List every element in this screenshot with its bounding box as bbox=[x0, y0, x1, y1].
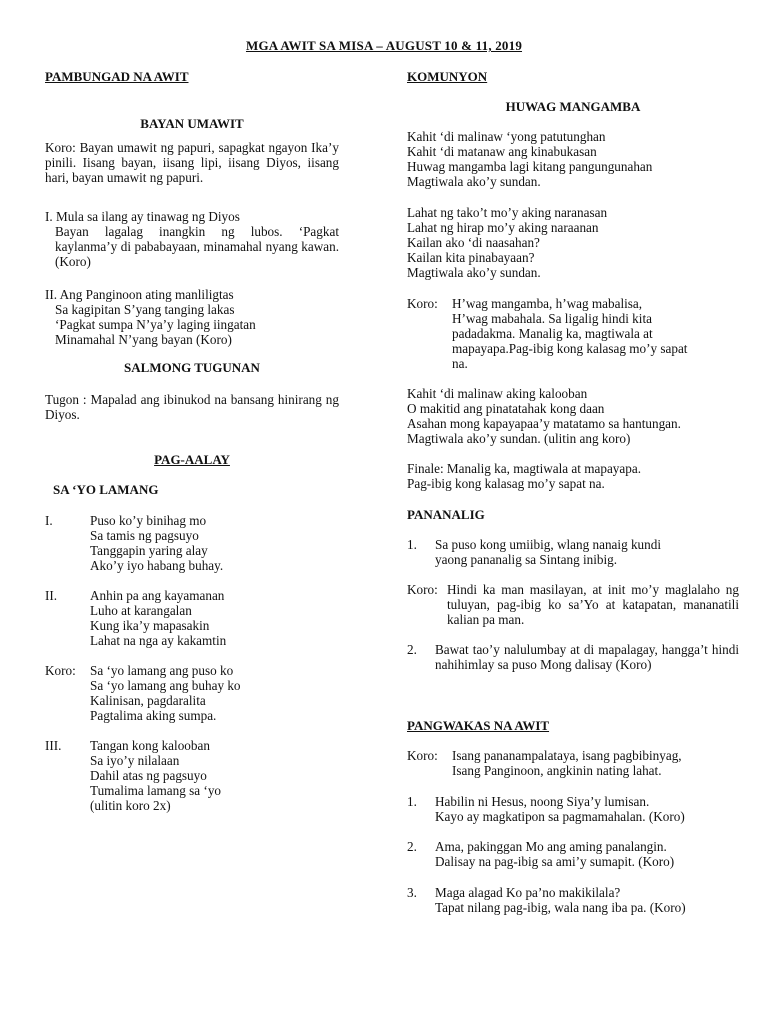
bayan-umawit-verse-2-line-1: II. Ang Panginoon ating manliligtas bbox=[45, 287, 234, 302]
lyric-line: H’wag mangamba, h’wag mabalisa, bbox=[452, 296, 643, 311]
lyric-line: Maga alagad Ko pa’no makikilala? bbox=[435, 885, 621, 900]
verse-ii bbox=[45, 588, 339, 648]
verse-label: II. bbox=[45, 588, 58, 603]
lyric-line: Kailan ako ‘di naasahan? bbox=[407, 235, 540, 250]
lyric-line: Sa puso kong umiibig, wlang nanaig kundi bbox=[435, 537, 662, 552]
pananalig-item-1 bbox=[407, 537, 739, 567]
lyric-line: na. bbox=[452, 356, 468, 371]
lyric-line: Ako’y iyo habang buhay. bbox=[90, 558, 224, 573]
lyric-line: Kung ika’y mapasakin bbox=[90, 618, 210, 633]
lyric-line: Pagtalima aking sumpa. bbox=[90, 708, 217, 723]
pananalig-item-2-text: Bawat tao’y nalulumbay at di mapalagay, hangga’t hindi nahihimlay sa puso Mong dalisay (Koro) bbox=[435, 642, 739, 672]
lyric-line: Lahat na nga ay kakamtin bbox=[90, 633, 227, 648]
bayan-umawit-verse-1-first: I. Mula sa ilang ay tinawag ng Diyos bbox=[45, 209, 240, 224]
lyric-line: Sa iyo’y nilalaan bbox=[90, 753, 180, 768]
pananalig-heading: PANANALIG bbox=[407, 507, 485, 522]
lyric-line: Dalisay na pag-ibig sa ami’y sumapit. (Koro) bbox=[435, 854, 675, 869]
item-number: 1. bbox=[407, 537, 417, 552]
item-number: 2. bbox=[407, 839, 417, 854]
salmo-tugon: Tugon : Mapalad ang ibinukod na bansang hinirang ng Diyos. bbox=[45, 392, 339, 422]
bayan-umawit-verse-1-rest: Bayan lagalag inangkin ng lubos. ‘Pagkat kaylanma’y di pababayaan, minamahal nyang kawan. (Koro) bbox=[55, 224, 339, 269]
pananalig-koro-text: Hindi ka man masilayan, at init mo’y maglalaho ng tuluyan, pag-ibig ko sa’Yo at katapatan, mananatili kalian pa man. bbox=[447, 582, 739, 627]
item-number: 1. bbox=[407, 794, 417, 809]
lyric-line: mapayapa.Pag-ibig kong kalasag mo’y sapat bbox=[452, 341, 688, 356]
lyric-line: Huwag mangamba lagi kitang pangungunahan bbox=[407, 159, 653, 174]
bayan-umawit-verse-2-line-3: ‘Pagkat sumpa N’ya’y laging iingatan bbox=[55, 317, 256, 332]
lyric-line: Sa tamis ng pagsuyo bbox=[90, 528, 199, 543]
pambungad-heading: PAMBUNGAD NA AWIT bbox=[45, 69, 189, 84]
lyric-line: Isang Panginoon, angkinin nating lahat. bbox=[452, 763, 662, 778]
verse-label: I. bbox=[45, 513, 53, 528]
lyric-line: Kailan kita pinabayaan? bbox=[407, 250, 535, 265]
lyric-line: Asahan mong kapayapaa’y matatamo sa hantungan. bbox=[407, 416, 681, 431]
lyric-line: Sa ‘yo lamang ang puso ko bbox=[90, 663, 234, 678]
pangwakas-heading: PANGWAKAS NA AWIT bbox=[407, 718, 550, 733]
koro-huwag-mangamba bbox=[407, 296, 739, 371]
lyric-line: yaong pananalig sa Sintang inibig. bbox=[435, 552, 618, 567]
lyric-line: Habilin ni Hesus, noong Siya’y lumisan. bbox=[435, 794, 650, 809]
lyric-line: Kahit ‘di malinaw ‘yong patutunghan bbox=[407, 129, 606, 144]
verse-i bbox=[45, 513, 339, 573]
lyric-line: Sa ‘yo lamang ang buhay ko bbox=[90, 678, 241, 693]
pag-aalay-heading: PAG-AALAY bbox=[154, 452, 230, 467]
pangwakas-item-1 bbox=[407, 794, 739, 824]
lyric-line: Puso ko’y binihag mo bbox=[90, 513, 207, 528]
lyric-line: Ama, pakinggan Mo ang aming panalangin. bbox=[435, 839, 667, 854]
lyric-line: Tumalima lamang sa ‘yo bbox=[90, 783, 222, 798]
lyric-line: H’wag mabahala. Sa ligalig hindi kita bbox=[452, 311, 652, 326]
pangwakas-koro bbox=[407, 748, 739, 778]
pangwakas-item-2 bbox=[407, 839, 739, 869]
bayan-umawit-verse-2-line-2: Sa kagipitan S’yang tanging lakas bbox=[55, 302, 235, 317]
lyric-line: Kahit ‘di matanaw ang kinabukasan bbox=[407, 144, 597, 159]
lyric-line: Kayo ay magkatipon sa pagmamahalan. (Koro) bbox=[435, 809, 685, 824]
sa-yo-lamang-title: SA ‘YO LAMANG bbox=[53, 482, 159, 497]
huwag-mangamba-title: HUWAG MANGAMBA bbox=[505, 99, 641, 114]
item-number: 3. bbox=[407, 885, 417, 900]
item-number: 2. bbox=[407, 642, 417, 657]
koro-label: Koro: bbox=[407, 748, 438, 763]
pangwakas-item-3 bbox=[407, 885, 739, 915]
lyric-line: padadakma. Manalig ka, magtiwala at bbox=[452, 326, 653, 341]
bayan-umawit-koro: Koro: Bayan umawit ng papuri, sapagkat ngayon Ika’y pinili. Iisang bayan, iisang lipi, iisang Diyos, iisang hari, bayan umawit ng papuri. bbox=[45, 140, 339, 185]
lyric-line: Dahil atas ng pagsuyo bbox=[90, 768, 207, 783]
lyric-line: Tapat nilang pag-ibig, wala nang iba pa. (Koro) bbox=[435, 900, 686, 915]
pananalig-item-2 bbox=[407, 642, 739, 687]
lyric-line: Lahat ng tako’t mo’y aking naranasan bbox=[407, 205, 608, 220]
koro-label: Koro: bbox=[45, 663, 76, 678]
lyric-line: Lahat ng hirap mo’y aking naraanan bbox=[407, 220, 599, 235]
koro-sa-yo-lamang bbox=[45, 663, 339, 723]
page-title: MGA AWIT SA MISA – AUGUST 10 & 11, 2019 bbox=[245, 38, 523, 53]
lyric-line: (ulitin koro 2x) bbox=[90, 798, 171, 813]
finale-line: Pag-ibig kong kalasag mo’y sapat na. bbox=[407, 476, 605, 491]
finale-line: Finale: Manalig ka, magtiwala at mapayapa. bbox=[407, 461, 641, 476]
lyric-line: O makitid ang pinatatahak kong daan bbox=[407, 401, 605, 416]
lyric-line: Luho at karangalan bbox=[90, 603, 192, 618]
verse-label: III. bbox=[45, 738, 62, 753]
lyric-line: Magtiwala ako’y sundan. (ulitin ang koro) bbox=[407, 431, 631, 446]
lyric-line: Tanggapin yaring alay bbox=[90, 543, 208, 558]
lyric-line: Kahit ‘di malinaw aking kalooban bbox=[407, 386, 588, 401]
lyric-line: Anhin pa ang kayamanan bbox=[90, 588, 225, 603]
bayan-umawit-title: BAYAN UMAWIT bbox=[140, 116, 244, 131]
lyric-line: Tangan kong kalooban bbox=[90, 738, 210, 753]
pananalig-koro bbox=[407, 582, 739, 627]
lyric-line: Kalinisan, pagdaralita bbox=[90, 693, 206, 708]
salmong-tugunan-heading: SALMONG TUGUNAN bbox=[124, 360, 260, 375]
bayan-umawit-verse-2-line-4: Minamahal N’yang bayan (Koro) bbox=[55, 332, 232, 347]
verse-iii bbox=[45, 738, 339, 813]
komunyon-heading: KOMUNYON bbox=[407, 69, 488, 84]
lyric-line: Isang pananampalataya, isang pagbibinyag, bbox=[452, 748, 682, 763]
koro-label: Koro: bbox=[407, 296, 438, 311]
lyric-line: Magtiwala ako’y sundan. bbox=[407, 265, 541, 280]
lyric-line: Magtiwala ako’y sundan. bbox=[407, 174, 541, 189]
koro-label: Koro: bbox=[407, 582, 438, 597]
